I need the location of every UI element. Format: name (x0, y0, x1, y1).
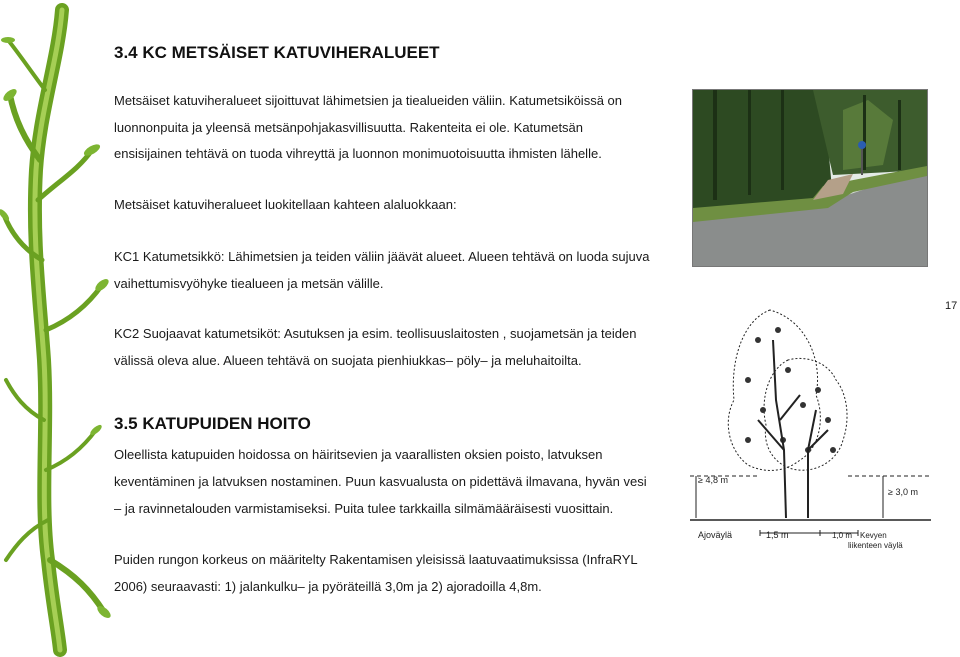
right-height-label: ≥ 3,0 m (888, 487, 918, 497)
text-line: luonnonpuita ja yleensä metsänpohjakasvillisuutta. Rakenteita ei ole. Katumetsän (114, 119, 584, 135)
tree-crown-illustration (728, 310, 847, 518)
text-line: vaihettumisvyöhyke tiealueen ja metsän välille. (114, 275, 384, 291)
kc1-paragraph (114, 244, 650, 297)
section-heading-3-4: 3.4 KC METSÄISET KATUVIHERALUEET (114, 43, 440, 62)
gap-left-label: 1,5 m (766, 530, 789, 540)
text-line: 2006) seuraavasti: 1) jalankulku– ja pyöräteillä 3,0m ja 2) ajoradoilla 4,8m. (114, 579, 542, 594)
green-vine-decoration (0, 0, 118, 657)
text-line: Puiden rungon korkeus on määritelty Rakentamisen yleisissä laatuvaatimuksissa (InfraRYL (114, 552, 638, 567)
height-requirements-paragraph (114, 546, 638, 600)
section-heading-3-5: 3.5 KATUPUIDEN HOITO (114, 414, 311, 433)
path-label-line1: Kevyen (860, 531, 887, 540)
kc2-paragraph (114, 321, 636, 374)
path-label-line2: liikenteen väylä (848, 541, 903, 550)
road-label: Ajoväylä (698, 530, 733, 540)
page-number: 17 (945, 300, 958, 312)
text-line: ensisijainen tehtävä on tuoda vihreyttä ja luonnon monimuotoisuutta ihmisten lähelle. (114, 146, 602, 161)
gap-right-label: 1,0 m (832, 531, 853, 540)
forest-photo-illustration (693, 90, 927, 266)
text-line: keventäminen ja latvuksen nostaminen. Puun kasvualusta on pidettävä ilmavana, hyvän vesi (114, 474, 647, 489)
classification-text: Metsäiset katuviheralueet luokitellaan kahteen alaluokkaan: (114, 197, 457, 212)
left-height-label: ≥ 4,8 m (698, 475, 728, 485)
forest-roadside-photo (692, 89, 928, 267)
text-line: KC1 Katumetsikkö: Lähimetsien ja teiden väliin jäävät alueet. Alueen tehtävä on luoda sujuva (114, 249, 650, 264)
text-line: Metsäiset katuviheralueet sijoittuvat lähimetsien ja tiealueiden väliin. Katumetsiköissä on (114, 93, 622, 108)
text-line: KC2 Suojaavat katumetsiköt: Asutuksen ja esim. teollisuuslaitosten , suojametsän ja teiden (114, 326, 637, 341)
text-line: välissä oleva alue. Alueen tehtävä on suojata pienhiukkas– pöly– ja meluhaitoilta. (114, 352, 582, 368)
intro-paragraph (114, 88, 622, 168)
tree-clearance-diagram (688, 300, 933, 560)
text-line: Oleellista katupuiden hoidossa on häiritsevien ja vaarallisten oksien poisto, latvuksen (114, 447, 603, 462)
text-line: – ja ravinnetalouden varmistamiseksi. Puita tulee tarkkailla silmämääräisesti vuosittain. (114, 501, 614, 516)
maintenance-paragraph (114, 441, 647, 522)
